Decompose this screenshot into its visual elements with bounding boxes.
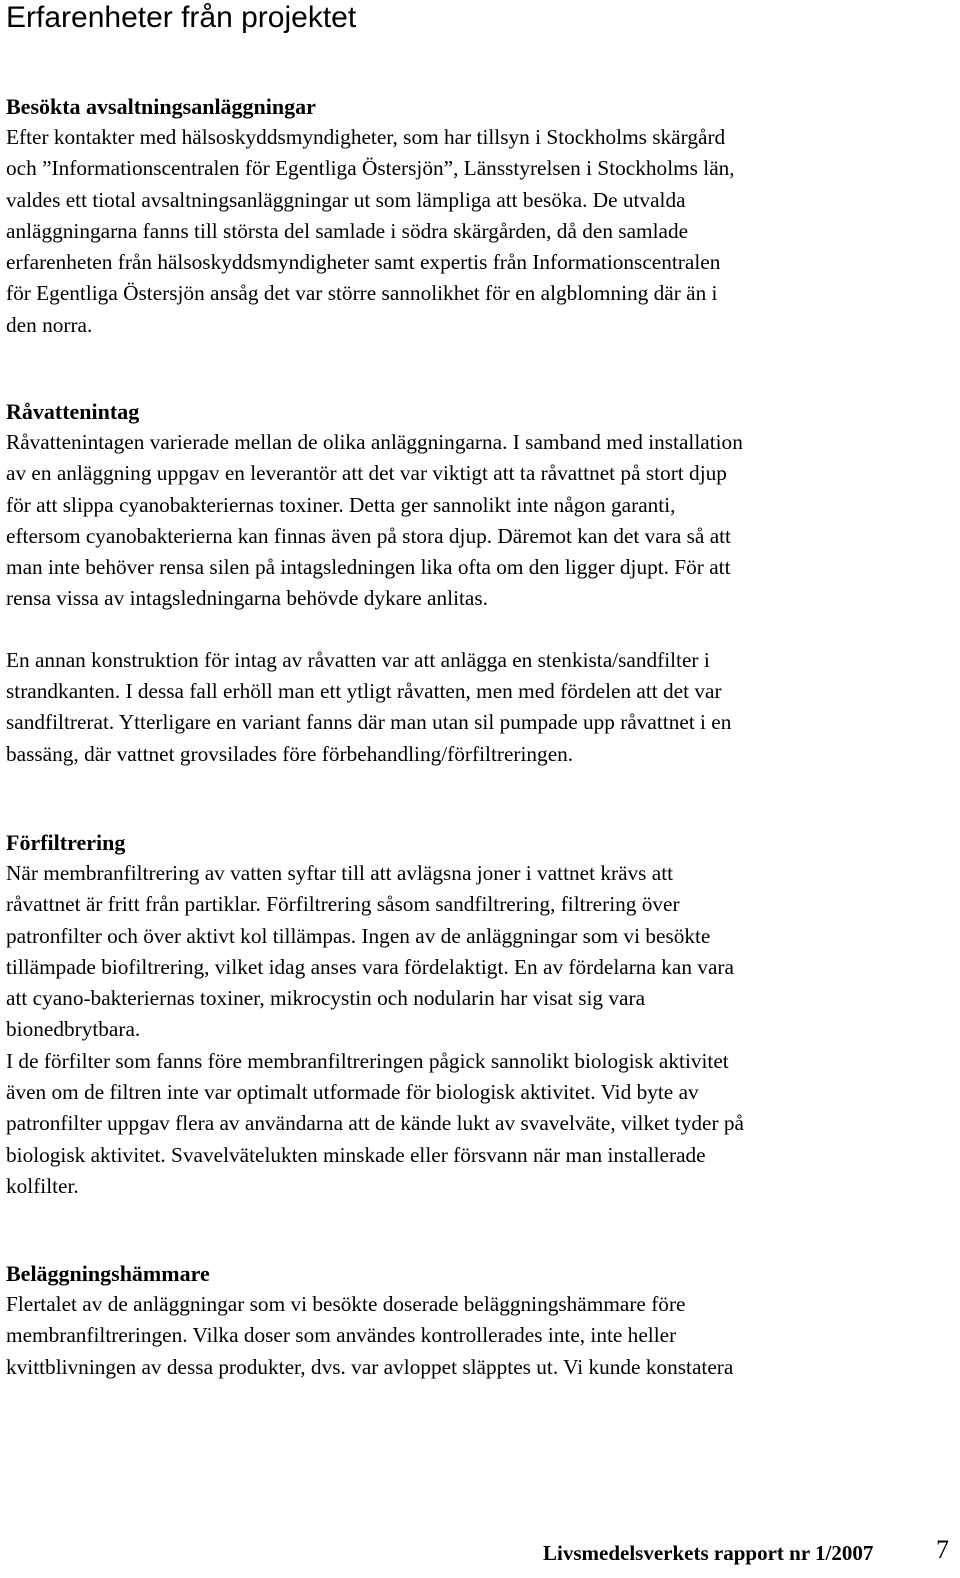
text-line: av en anläggning uppgav en leverantör att det var viktigt att ta råvattnet på stort djup — [6, 461, 727, 486]
paragraph — [6, 858, 954, 1046]
report-footer: Livsmedelsverkets rapport nr 1/2007 — [543, 1541, 874, 1565]
section-heading: Beläggningshämmare — [6, 1261, 210, 1286]
text-line: patronfilter och över aktivt kol tillämpas. Ingen av de anläggningar som vi besökte — [6, 923, 711, 948]
section-heading: Råvattenintag — [6, 399, 140, 424]
text-line: för att slippa cyanobakteriernas toxiner. Detta ger sannolikt inte någon garanti, — [6, 492, 676, 517]
text-line: patronfilter uppgav flera av användarna att de kände lukt av svavelväte, vilket tyder på — [6, 1111, 744, 1136]
text-line: den norra. — [6, 312, 93, 337]
text-line: bassäng, där vattnet grovsilades före förbehandling/förfiltreringen. — [6, 741, 574, 766]
text-line: att cyano-bakteriernas toxiner, mikrocystin och nodularin har visat sig vara — [6, 986, 646, 1011]
paragraph — [6, 122, 954, 341]
text-line: valdes ett tiotal avsaltningsanläggningar ut som lämpliga att besöka. De utvalda — [6, 187, 686, 212]
text-line: man inte behöver rensa silen på intagsledningen lika ofta om den ligger djupt. För att — [6, 555, 731, 580]
text-line: eftersom cyanobakterierna kan finnas även på stora djup. Däremot kan det vara så att — [6, 523, 731, 548]
text-line: biologisk aktivitet. Svavelvätelukten minskade eller försvann när man installerade — [6, 1142, 706, 1167]
text-line: En annan konstruktion för intag av råvatten var att anlägga en stenkista/sandfilter i — [6, 647, 710, 672]
paragraph — [6, 1046, 954, 1202]
paragraph — [6, 427, 954, 615]
section-besokta — [6, 91, 954, 341]
paragraph — [6, 1289, 954, 1383]
text-line: bionedbrytbara. — [6, 1017, 141, 1042]
text-line: strandkanten. I dessa fall erhöll man ett ytligt råvatten, men med fördelen att det var — [6, 679, 722, 704]
text-line: anläggningarna fanns till största del samlade i södra skärgården, då den samlade — [6, 218, 689, 243]
page-title: Erfarenheter från projektet — [6, 1, 357, 34]
paragraph — [6, 645, 954, 770]
section-heading: Förfiltrering — [6, 830, 126, 855]
text-line: kvittblivningen av dessa produkter, dvs. var avloppet släpptes ut. Vi kunde konstatera — [6, 1354, 734, 1379]
text-line: Råvattenintagen varierade mellan de olika anläggningarna. I samband med installation — [6, 430, 743, 454]
page-number: 7 — [936, 1535, 949, 1564]
text-line: rensa vissa av intagsledningarna behövde dykare anlitas. — [6, 586, 488, 611]
text-line: När membranfiltrering av vatten syftar till att avlägsna joner i vattnet krävs att — [6, 861, 674, 885]
text-line: erfarenheten från hälsoskyddsmyndigheter samt expertis från Informationscentralen — [6, 250, 721, 275]
text-line: sandfiltrerat. Ytterligare en variant fanns där man utan sil pumpade upp råvattnet i en — [6, 710, 732, 735]
text-line: även om de filtren inte var optimalt utformade för biologisk aktivitet. Vid byte av — [6, 1080, 699, 1105]
section-ravattenintag — [6, 396, 954, 770]
text-line: kolfilter. — [6, 1173, 79, 1198]
text-line: tillämpade biofiltrering, vilket idag anses vara fördelaktigt. En av fördelarna kan vara — [6, 954, 734, 979]
text-line: membranfiltreringen. Vilka doser som användes kontrollerades inte, inte heller — [6, 1323, 677, 1348]
section-forfiltrering — [6, 827, 954, 1202]
text-line: Efter kontakter med hälsoskyddsmyndigheter, som har tillsyn i Stockholms skärgård — [6, 125, 726, 149]
text-line: råvattnet är fritt från partiklar. Förfiltrering såsom sandfiltrering, filtrering över — [6, 892, 680, 917]
text-line: I de förfilter som fanns före membranfiltreringen pågick sannolikt biologisk aktivitet — [6, 1048, 729, 1073]
section-heading: Besökta avsaltningsanläggningar — [6, 94, 316, 119]
text-line: Flertalet av de anläggningar som vi besökte doserade beläggningshämmare före — [6, 1292, 686, 1316]
text-line: för Egentliga Östersjön ansåg det var större sannolikhet för en algblomning där än i — [6, 281, 718, 306]
text-line: och ”Informationscentralen för Egentliga Östersjön”, Länsstyrelsen i Stockholms län, — [6, 156, 735, 181]
section-belaggningshammare — [6, 1258, 954, 1383]
